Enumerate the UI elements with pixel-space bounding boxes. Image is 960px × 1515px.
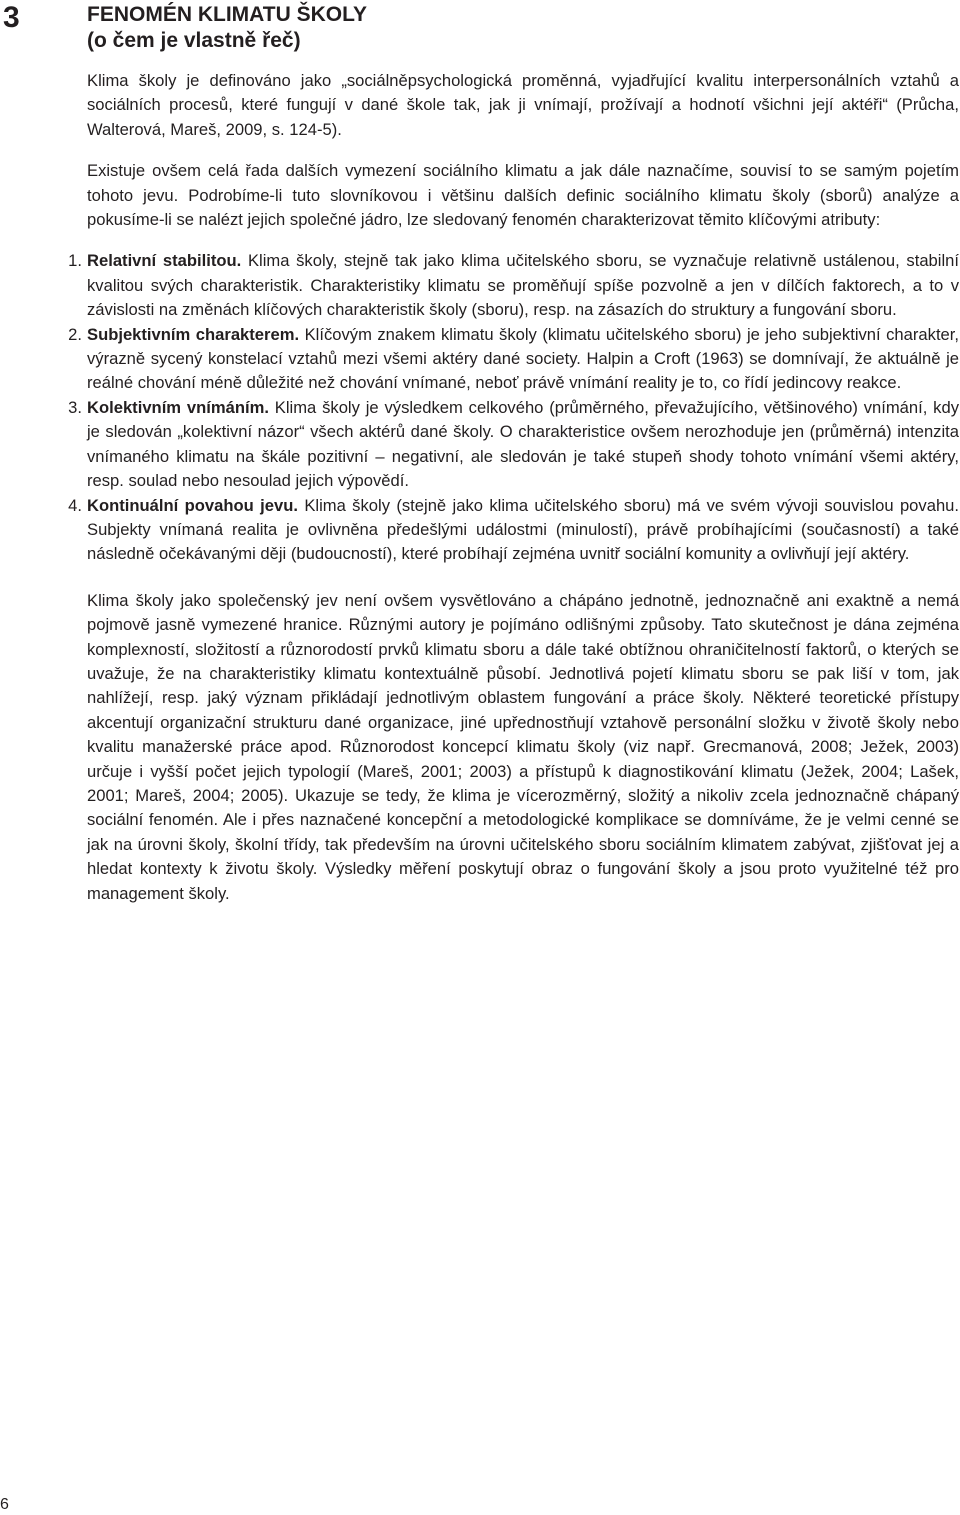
attribute-number: 1. xyxy=(68,251,82,271)
attribute-text: Klima školy (stejně jako klima učitelského sboru) má ve svém vývoji souvislou povahu. Subjekty vnímaná realita je ovlivněna předešlými událostmi (minulostí), právě probíhajícími (současností) a také následně očekávanými ději (budoucností), které probíhají zejména uvnitř sociální komunity a ovlivňují její aktéry. xyxy=(87,495,960,564)
chapter-subtitle: (o čem je vlastně řeč) xyxy=(87,29,301,52)
attribute-item xyxy=(68,396,959,494)
chapter-title: FENOMÉN KLIMATU ŠKOLY xyxy=(87,3,368,26)
page-number: 6 xyxy=(0,1496,9,1513)
attribute-number: 2. xyxy=(68,324,82,344)
paragraph-definitions-overview: Existuje ovšem celá řada dalších vymezení sociálního klimatu a jak dále naznačíme, souvisí to se samým pojetím tohoto jevu. Podrobíme-li tuto slovníkovou i většinu dalších definic sociálního klimatu školy (sborů) analýze a pokusíme-li se nalézt jejich společné jádro, lze sledovaný fenomén charakterizovat těmito klíčovými atributy: xyxy=(87,161,959,230)
attribute-term: Subjektivním charakterem. xyxy=(87,324,300,344)
attribute-term: Kontinuální povahou jevu. xyxy=(87,495,298,515)
paragraph-closing: Klima školy jako společenský jev není ovšem vysvětlováno a chápáno jednotně, jednoznačně ani exaktně a nemá pojmově jasně vymezené hranice. Různými autory je pojímáno odlišnými způsoby. Tato skutečnost je dána zejména komplexností, složitostí a různorodostí prvků klimatu sboru a dále také obtížnou ohraničitelností faktorů, o kterých se uvažuje, že na charakteristiky klimatu kontextuálně působí. Jednotlivá pojetí klimatu sboru se pak liší v tom, jak nahlížejí, resp. jaký význam přikládají jednotlivým oblastem fungování a práce školy. Některé teoretické přístupy akcentují organizační strukturu dané organizace, jiné upřednostňují vztahově personální složku v životě školy nebo kvalitu manažerské práce apod. Různorodost koncepcí klimatu školy (viz např. Grecmanová, 2008; Ježek, 2003) určuje i vyšší počet jejich typologií (Mareš, 2001; 2003) a přístupů k diagnostikování klimatu (Ježek, 2004; Lašek, 2001; Mareš, 2004; 2005). Ukazuje se tedy, že klima je vícerozměrný, složitý a nikoliv zcela jednoznačně chápaný sociální fenomén. Ale i přes naznačené koncepční a metodologické komplikace se domníváme, že je velmi cenné se jak na úrovni školy, školní třídy, tak především na úrovni učitelského sboru sociálním klimatem zabývat, zjišťovat jej a hledat kontexty k životu školy. Výsledky měření poskytují obraz o fungování školy a jsou proto využitelné též pro management školy. xyxy=(87,590,959,903)
chapter-number: 3 xyxy=(3,1,20,34)
attribute-text: Klima školy, stejně tak jako klima učitelského sboru, se vyznačuje relativně ustálenou, stabilní kvalitou svých charakteristik. Charakteristiky klimatu se proměňují spíše pozvolně a jen v dílčích faktorech, a to v závislosti na změnách klíčových charakteristik školy (sboru), resp. na zásazích do struktury a fungování sboru. xyxy=(87,251,959,320)
attribute-number: 4. xyxy=(68,495,82,515)
chapter-heading xyxy=(87,2,947,54)
attribute-item xyxy=(68,323,959,396)
attribute-number: 3. xyxy=(68,397,82,417)
attribute-term: Kolektivním vnímáním. xyxy=(87,397,269,417)
attribute-term: Relativní stabilitou. xyxy=(87,251,242,271)
attribute-item xyxy=(68,249,959,322)
attribute-text: Klima školy je výsledkem celkového (průměrného, převažujícího, většinového) vnímání, kdy je sledován „kolektivní názor“ všech aktérů dané školy. O charakteristice ovšem nerozhoduje jen (průměrná) intenzita vnímaného klimatu na škále pozitivní – negativní, ale sledován je také stupeň shody tohoto vnímání všemi aktéry, resp. soulad nebo nesoulad jejich výpovědí. xyxy=(87,397,959,491)
chapter-content xyxy=(68,69,960,906)
attributes-list xyxy=(68,249,960,566)
paragraph-definition: Klima školy je definováno jako „sociálněpsychologická proměnná, vyjadřující kvalitu interpersonálních vztahů a sociálních procesů, které fungují v dané škole tak, jak ji vnímají, prožívají a hodnotí všichni její aktéři“ (Průcha, Walterová, Mareš, 2009, s. 124-5). xyxy=(87,71,959,139)
attribute-item xyxy=(68,494,960,567)
attribute-text: Klíčovým znakem klimatu školy (klimatu učitelského sboru) je jeho subjektivní charakter, výrazně sycený konstelací vztahů mezi všemi aktéry dané society. Halpin a Croft (1963) se domnívají, že aktuálně je reálné chování méně důležité než chování vnímané, neboť právě vnímání reality je to, co řídí jedincovy reakce. xyxy=(87,324,959,393)
